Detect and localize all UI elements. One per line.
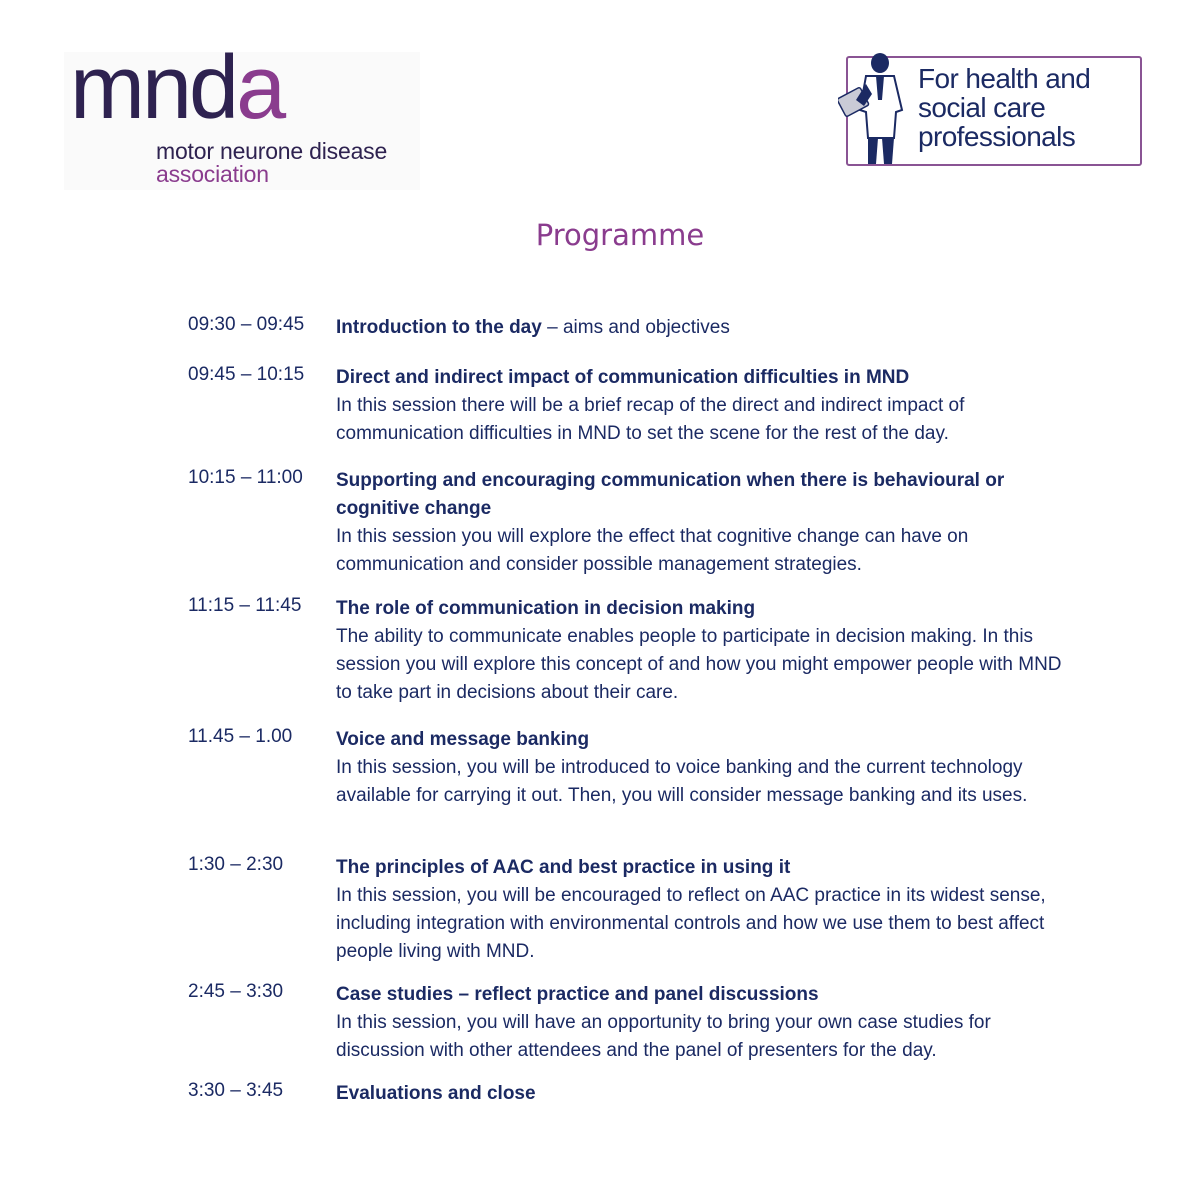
session-title: Case studies – reflect practice and panel discussions [336,984,819,1005]
logo-line-1: motor neurone disease [156,138,388,164]
mnda-logo [64,52,420,190]
session-time: 2:45 – 3:30 [188,981,284,1002]
mnda-wordmark [70,52,370,136]
session-description: In this session you will explore the effect that cognitive change can have on communication and consider possible management strategies. [336,526,969,575]
session-title: Supporting and encouraging communication when there is behavioural or cognitive change [336,470,1005,519]
page-title: Programme [535,218,705,252]
session-title: Evaluations and close [336,1083,536,1104]
logo-line-2: association [156,161,269,187]
session-time: 11.45 – 1.00 [188,726,293,747]
badge-line-1: For health and [918,63,1091,94]
session-description: In this session, you will be encouraged to reflect on AAC practice in its widest sense, including integration with environmental controls and how we use them to best affect people living with MND. [336,885,1046,962]
session-title: Direct and indirect impact of communication difficulties in MND [336,367,910,388]
session-description: In this session there will be a brief recap of the direct and indirect impact of communication difficulties in MND to set the scene for the rest of the day. [336,395,965,444]
health-professionals-badge [838,50,1144,168]
session-title: Voice and message banking [336,729,590,750]
session-time: 1:30 – 2:30 [188,854,284,875]
session-content [336,595,1064,707]
badge-line-3: professionals [918,121,1076,152]
session-time: 11:15 – 11:45 [188,595,302,616]
session-content [336,364,1064,448]
session-content [336,314,1064,342]
session-time: 10:15 – 11:00 [188,467,303,488]
session-subtitle: – aims and objectives [541,317,730,338]
badge-line-2: social care [918,92,1046,123]
session-time: 3:30 – 3:45 [188,1080,284,1101]
session-title: Introduction to the day [336,317,542,338]
session-time: 09:30 – 09:45 [188,314,305,335]
session-content [336,726,1064,810]
session-title: The role of communication in decision making [336,598,756,619]
session-content [336,854,1064,966]
session-description: In this session, you will have an opportunity to bring your own case studies for discussion with other attendees and the panel of presenters for the day. [336,1012,991,1061]
svg-text:mnda: mnda [70,52,284,136]
session-description: In this session, you will be introduced to voice banking and the current technology available for carrying it out. Then, you will consider message banking and its uses. [336,757,1028,806]
badge-text [918,64,1138,151]
session-description: The ability to communicate enables people to participate in decision making. In this session you will explore this concept of and how you might empower people with MND to take part in decisions about their care. [336,626,1062,703]
session-time: 09:45 – 10:15 [188,364,305,385]
session-content [336,467,1064,579]
professional-person-icon [838,50,928,168]
session-title: The principles of AAC and best practice in using it [336,857,791,878]
session-content [336,1080,1064,1108]
session-content [336,981,1064,1065]
